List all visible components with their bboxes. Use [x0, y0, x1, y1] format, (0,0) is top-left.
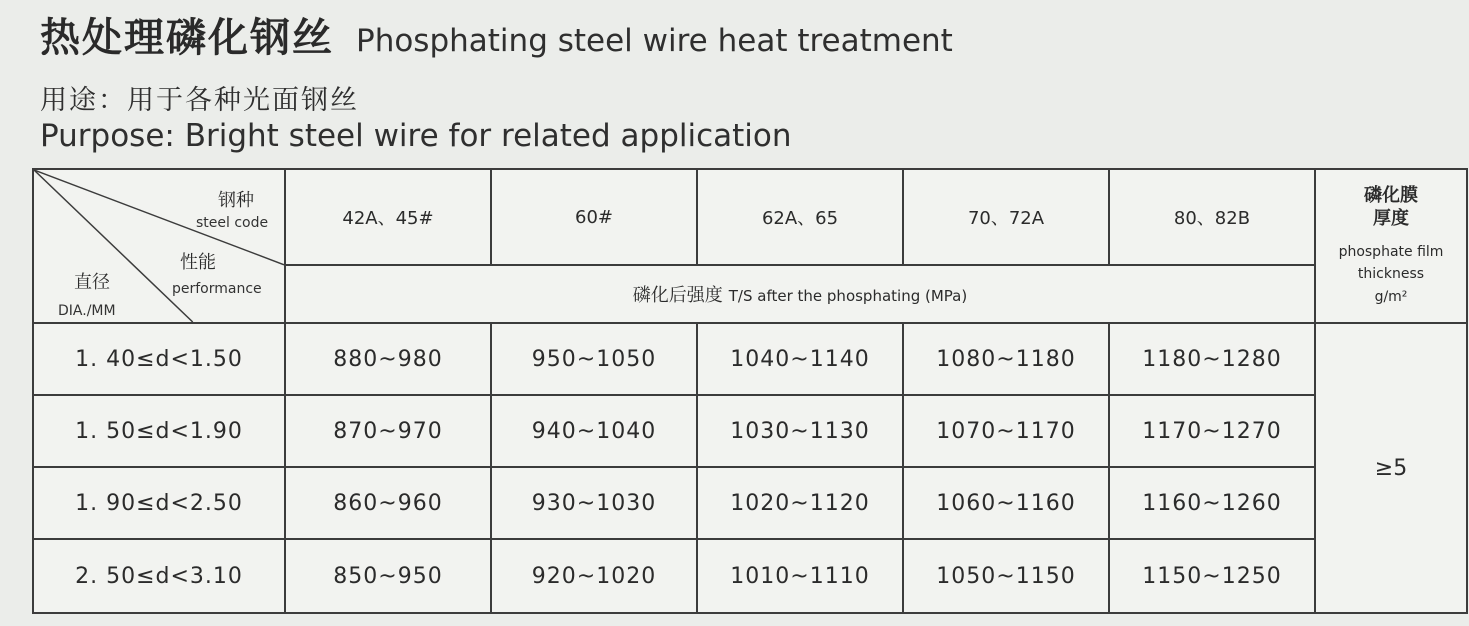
strength-value: 1170~1270	[1109, 395, 1315, 467]
purpose-english: Purpose: Bright steel wire for related application	[40, 118, 792, 154]
corner-header-cell	[33, 169, 285, 323]
film-header-en-1: phosphate film	[1338, 243, 1444, 260]
strength-value: 870~970	[285, 395, 491, 467]
corner-dia-en: DIA./MM	[58, 303, 116, 319]
corner-perf-en: performance	[172, 281, 262, 297]
strength-value: 1160~1260	[1109, 467, 1315, 539]
table-row	[33, 539, 1467, 613]
corner-steel-zh: 钢种	[218, 190, 254, 211]
table-row	[33, 323, 1467, 395]
strength-value: 1150~1250	[1109, 539, 1315, 613]
film-header-unit: g/m²	[1374, 288, 1408, 305]
title-chinese: 热处理磷化钢丝	[40, 15, 334, 61]
film-header-en-2: thickness	[1357, 266, 1425, 283]
grade-header-2: 60#	[491, 169, 697, 265]
strength-header-cell	[285, 265, 1315, 323]
strength-value: 850~950	[285, 539, 491, 613]
corner-steel-en: steel code	[196, 215, 269, 231]
strength-value: 930~1030	[491, 467, 697, 539]
title-english: Phosphating steel wire heat treatment	[356, 23, 953, 59]
corner-perf-zh: 性能	[180, 252, 216, 273]
strength-value: 860~960	[285, 467, 491, 539]
page-title	[40, 6, 953, 63]
strength-value: 1040~1140	[697, 323, 903, 395]
film-header-zh: 磷化膜厚度	[1364, 185, 1418, 230]
strength-value: 1180~1280	[1109, 323, 1315, 395]
grade-header-4: 70、72A	[903, 169, 1109, 265]
strength-value: 1070~1170	[903, 395, 1109, 467]
table-row	[33, 467, 1467, 539]
grade-header-5: 80、82B	[1109, 169, 1315, 265]
diameter-range: 1. 50≤d<1.90	[33, 395, 285, 467]
table-row	[33, 395, 1467, 467]
strength-header-zh: 磷化后强度	[632, 285, 723, 306]
spec-table	[32, 168, 1468, 614]
purpose-chinese: 用途：用于各种光面钢丝	[40, 85, 359, 116]
diameter-range: 1. 90≤d<2.50	[33, 467, 285, 539]
grade-header-1: 42A、45#	[285, 169, 491, 265]
strength-value: 1020~1120	[697, 467, 903, 539]
strength-header-en: T/S after the phosphating (MPa)	[728, 287, 968, 305]
strength-value: 880~980	[285, 323, 491, 395]
strength-value: 1050~1150	[903, 539, 1109, 613]
grade-header-row	[33, 169, 1467, 265]
strength-value: 950~1050	[491, 323, 697, 395]
strength-value: 1080~1180	[903, 323, 1109, 395]
film-thickness-header	[1315, 169, 1467, 323]
diameter-range: 1. 40≤d<1.50	[33, 323, 285, 395]
grade-header-3: 62A、65	[697, 169, 903, 265]
strength-value: 920~1020	[491, 539, 697, 613]
corner-dia-zh: 直径	[74, 272, 110, 293]
strength-value: 1030~1130	[697, 395, 903, 467]
film-thickness-value: ≥5	[1315, 323, 1467, 613]
diameter-range: 2. 50≤d<3.10	[33, 539, 285, 613]
strength-value: 1010~1110	[697, 539, 903, 613]
strength-value: 940~1040	[491, 395, 697, 467]
strength-value: 1060~1160	[903, 467, 1109, 539]
